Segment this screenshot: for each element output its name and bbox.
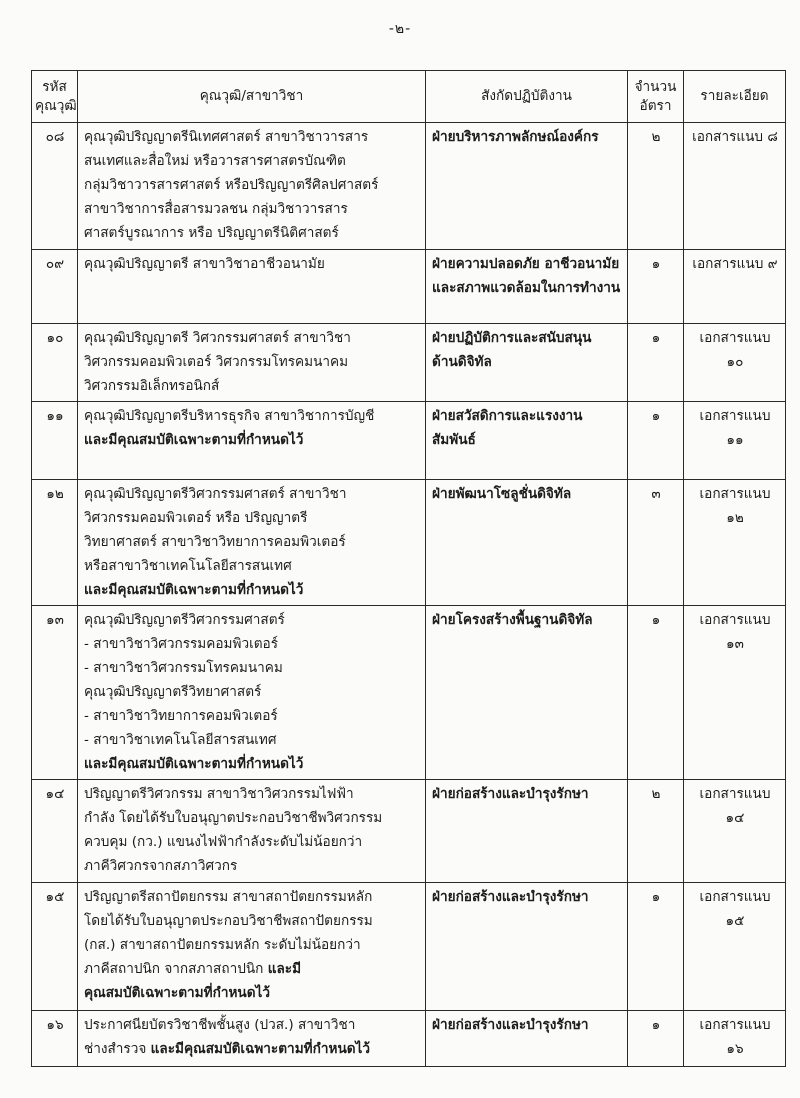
table-row: [32, 324, 786, 402]
row-department: [426, 480, 628, 606]
qual-line: ปริญญาตรีวิศวกรรม สาขาวิชาวิศวกรรมไฟฟ้า: [84, 786, 354, 802]
table-header-row: [32, 71, 786, 123]
dept-line: ฝ่ายโครงสร้างพื้นฐานดิจิทัล: [432, 612, 593, 628]
qual-line: คุณวุฒิปริญญาตรีวิศวกรรมศาสตร์ สาขาวิชา: [84, 486, 347, 502]
qual-line: (กส.) สาขาสถาปัตยกรรมหลัก ระดับไม่น้อยกว่า: [84, 937, 361, 953]
qual-line-bold: และมีคุณสมบัติเฉพาะตามที่กำหนดไว้: [84, 756, 304, 772]
row-code: ๐๘: [32, 123, 78, 250]
row-code: ๑๖: [32, 1011, 78, 1067]
qualification-table: [31, 70, 786, 1067]
qual-line: สนเทศและสื่อใหม่ หรือวารสารศาสตรบัณฑิต: [84, 153, 346, 169]
row-code: ๐๙: [32, 250, 78, 324]
qual-line: คุณวุฒิปริญญาตรี วิศวกรรมศาสตร์ สาขาวิชา: [84, 330, 351, 346]
qual-line: สาขาวิชาการสื่อสารมวลชน กลุ่มวิชาวารสาร: [84, 201, 348, 217]
row-details: เอกสารแนบ ๑๑: [684, 402, 786, 480]
header-department: สังกัดปฏิบัติงาน: [426, 71, 628, 123]
row-count: ๑: [628, 883, 684, 1011]
row-count: ๓: [628, 480, 684, 606]
header-details: รายละเอียด: [684, 71, 786, 123]
qual-text-plain: ช่างสำรวจ: [84, 1041, 147, 1057]
dept-line: และสภาพแวดล้อมในการทำงาน: [432, 280, 621, 296]
header-qualification: คุณวุฒิ/สาขาวิชา: [78, 71, 426, 123]
qual-line: วิศวกรรมอิเล็กทรอนิกส์: [84, 378, 220, 394]
table-row: [32, 1011, 786, 1067]
row-department: [426, 1011, 628, 1067]
row-qualification: [78, 250, 426, 324]
qual-line: คุณวุฒิปริญญาตรีบริหารธุรกิจ สาขาวิชาการบัญชี: [84, 408, 375, 424]
table-row: [32, 780, 786, 883]
qual-line: - สาขาวิชาวิศวกรรมโทรคมนาคม: [84, 660, 283, 676]
qual-line: คุณวุฒิปริญญาตรี สาขาวิชาอาชีวอนามัย: [84, 256, 325, 272]
qual-line: ศาสตร์บูรณาการ หรือ ปริญญาตรีนิติศาสตร์: [84, 225, 339, 241]
dept-line: ฝ่ายสวัสดิการและแรงงาน: [432, 408, 583, 424]
qual-line-mixed: [84, 1037, 420, 1061]
qual-line: ภาคีวิศวกรจากสภาวิศวกร: [84, 858, 238, 874]
table-row: [32, 402, 786, 480]
qual-line: กำลัง โดยได้รับใบอนุญาตประกอบวิชาชีพวิศวกรรม: [84, 810, 383, 826]
row-department: [426, 883, 628, 1011]
table-row: [32, 480, 786, 606]
dept-line: ฝ่ายก่อสร้างและบำรุงรักษา: [432, 889, 589, 905]
row-qualification: [78, 1011, 426, 1067]
row-details: เอกสารแนบ ๑๐: [684, 324, 786, 402]
qual-line: โดยได้รับใบอนุญาตประกอบวิชาชีพสถาปัตยกรรม: [84, 913, 373, 929]
row-qualification: [78, 123, 426, 250]
dept-line: ฝ่ายก่อสร้างและบำรุงรักษา: [432, 786, 589, 802]
qual-line: วิศวกรรมคอมพิวเตอร์ วิศวกรรมโทรคมนาคม: [84, 354, 349, 370]
row-details: เอกสารแนบ ๑๕: [684, 883, 786, 1011]
row-details: เอกสารแนบ ๑๓: [684, 606, 786, 780]
qual-line: - สาขาวิชาเทคโนโลยีสารสนเทศ: [84, 732, 277, 748]
row-code: ๑๑: [32, 402, 78, 480]
row-department: [426, 324, 628, 402]
qual-line: - สาขาวิชาวิทยาการคอมพิวเตอร์: [84, 708, 278, 724]
qual-line: กลุ่มวิชาวารสารศาสตร์ หรือปริญญาตรีศิลปศาสตร์: [84, 177, 379, 193]
qual-line: วิศวกรรมคอมพิวเตอร์ หรือ ปริญญาตรี: [84, 510, 308, 526]
row-qualification: [78, 606, 426, 780]
row-code: ๑๕: [32, 883, 78, 1011]
row-details: เอกสารแนบ ๑๒: [684, 480, 786, 606]
qual-line: คุณวุฒิปริญญาตรีนิเทศศาสตร์ สาขาวิชาวารสาร: [84, 129, 369, 145]
qual-line-bold: คุณสมบัติเฉพาะตามที่กำหนดไว้: [84, 985, 271, 1001]
row-code: ๑๒: [32, 480, 78, 606]
qual-line: คุณวุฒิปริญญาตรีวิทยาศาสตร์: [84, 684, 262, 700]
table-row: [32, 250, 786, 324]
qual-line: ควบคุม (กว.) แขนงไฟฟ้ากำลังระดับไม่น้อยกว่า: [84, 834, 363, 850]
row-count: ๑: [628, 1011, 684, 1067]
row-qualification: [78, 402, 426, 480]
row-code: ๑๔: [32, 780, 78, 883]
qual-text-bold: และมี: [267, 961, 302, 977]
dept-line: ฝ่ายพัฒนาโซลูชั่นดิจิทัล: [432, 486, 572, 502]
qual-line: ประกาศนียบัตรวิชาชีพชั้นสูง (ปวส.) สาขาวิชา: [84, 1017, 356, 1033]
row-department: [426, 780, 628, 883]
qual-line: ปริญญาตรีสถาปัตยกรรม สาขาสถาปัตยกรรมหลัก: [84, 889, 373, 905]
header-count: จำนวน อัตรา: [628, 71, 684, 123]
row-department: [426, 606, 628, 780]
table-row: [32, 606, 786, 780]
qual-line: - สาขาวิชาวิศวกรรมคอมพิวเตอร์: [84, 636, 279, 652]
row-count: ๑: [628, 324, 684, 402]
header-code: รหัส คุณวุฒิ: [32, 71, 78, 123]
page-number: -๒-: [388, 21, 412, 37]
qual-line-bold: และมีคุณสมบัติเฉพาะตามที่กำหนดไว้: [84, 432, 304, 448]
row-qualification: [78, 480, 426, 606]
qual-line-mixed: [84, 957, 420, 981]
row-count: ๒: [628, 780, 684, 883]
dept-line: ด้านดิจิทัล: [432, 354, 492, 370]
row-code: ๑๓: [32, 606, 78, 780]
dept-line: สัมพันธ์: [432, 432, 476, 448]
row-qualification: [78, 780, 426, 883]
row-department: [426, 123, 628, 250]
row-count: ๑: [628, 606, 684, 780]
row-details: เอกสารแนบ ๑๔: [684, 780, 786, 883]
dept-line: ฝ่ายก่อสร้างและบำรุงรักษา: [432, 1017, 589, 1033]
row-count: ๒: [628, 123, 684, 250]
row-department: [426, 402, 628, 480]
row-details: เอกสารแนบ ๑๖: [684, 1011, 786, 1067]
row-department: [426, 250, 628, 324]
dept-line: ฝ่ายปฏิบัติการและสนับสนุน: [432, 330, 592, 346]
row-count: ๑: [628, 250, 684, 324]
row-qualification: [78, 324, 426, 402]
row-details: เอกสารแนบ ๙: [684, 250, 786, 324]
qual-text-bold: และมีคุณสมบัติเฉพาะตามที่กำหนดไว้: [150, 1041, 371, 1057]
qual-line-bold: และมีคุณสมบัติเฉพาะตามที่กำหนดไว้: [84, 582, 304, 598]
table-row: [32, 123, 786, 250]
row-count: ๑: [628, 402, 684, 480]
row-qualification: [78, 883, 426, 1011]
qual-text-plain: ภาคีสถาปนิก จากสภาสถาปนิก: [84, 961, 264, 977]
dept-line: ฝ่ายบริหารภาพลักษณ์องค์กร: [432, 129, 599, 145]
table-row: [32, 883, 786, 1011]
qual-line: วิทยาศาสตร์ สาขาวิชาวิทยาการคอมพิวเตอร์: [84, 534, 346, 550]
qual-line: คุณวุฒิปริญญาตรีวิศวกรรมศาสตร์: [84, 612, 285, 628]
row-code: ๑๐: [32, 324, 78, 402]
qual-line: หรือสาขาวิชาเทคโนโลยีสารสนเทศ: [84, 558, 292, 574]
row-details: เอกสารแนบ ๘: [684, 123, 786, 250]
dept-line: ฝ่ายความปลอดภัย อาชีวอนามัย: [432, 256, 620, 272]
